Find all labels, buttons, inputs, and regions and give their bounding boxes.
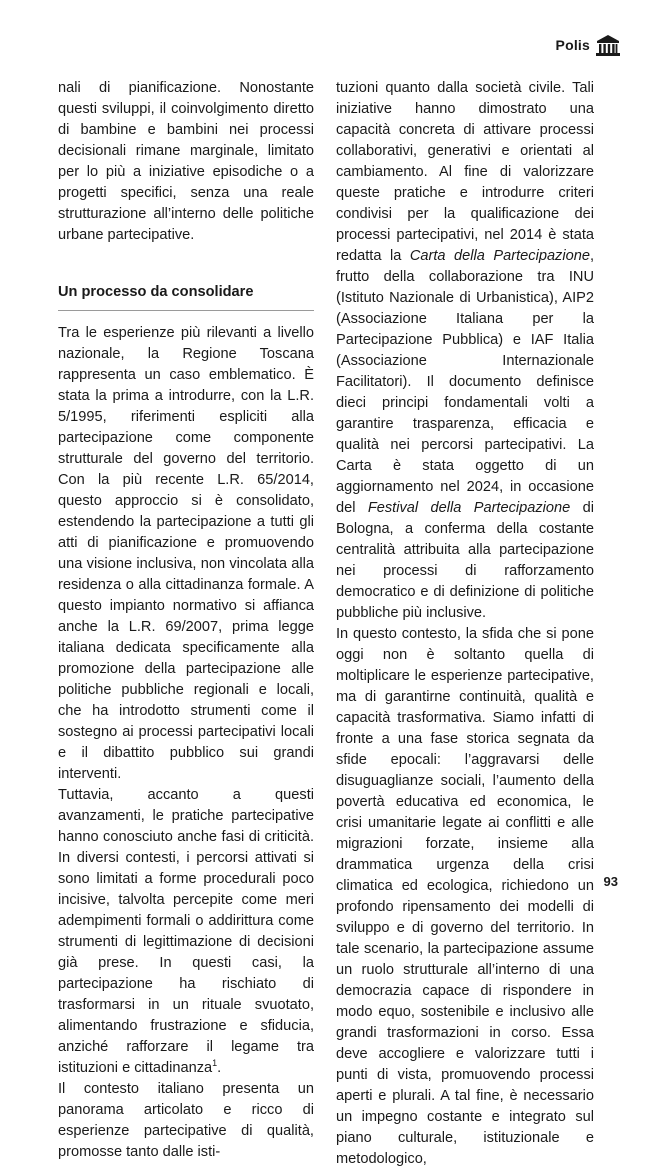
section-heading: Un processo da consolidare xyxy=(58,281,314,311)
intro-paragraph: nali di pianificazione. Nonostante questi sviluppi, il coinvolgimento diretto di bambine e bambini nei processi decisionali rimane marginale, limitato per lo più a iniziative episodiche o a progetti specifici, senza una reale strutturazione all’interno delle politiche urbane partecipative. xyxy=(58,80,314,243)
paragraph-contesto: Il contesto italiano presenta un panorama articolato e ricco di esperienze partecipative di qualità, promosse tanto dalle isti- xyxy=(58,1081,314,1160)
paragraph-toscana: Tra le esperienze più rilevanti a livello nazionale, la Regione Toscana rappresenta un caso emblematico. È stata la prima a introdurre, con la L.R. 5/1995, riferimenti espliciti alla partecipazione come componente strutturale del governo del territorio. Con la più recente L.R. 65/2014, questo approccio si è consolidato, estendendo la partecipazione a tutti gli atti di pianificazione e promuovendo una visione inclusiva, non vincolata alla residenza o alla cittadinanza formale. A questo impianto normativo si affianca anche la L.R. 69/2007, prima legge italiana dedicata specificamente alla promozione della partecipazione alle politiche pubbliche regionali e locali, che ha introdotto strumenti come il sostegno ai processi partecipativi locali e il dibattito pubblico sui grandi interventi. xyxy=(58,325,314,782)
building-icon xyxy=(596,34,620,56)
left-column xyxy=(58,78,314,1163)
footnote-reference[interactable]: 1 xyxy=(212,1058,218,1069)
page-number: 93 xyxy=(603,874,618,889)
paragraph-criticita: Tuttavia, accanto a questi avanzamenti, le pratiche partecipative hanno conosciuto anche fasi di criticità. In diversi contesti, i percorsi attivati si sono limitati a forme procedurali poco incisive, talvolta percepite come meri adempimenti formali o addirittura come strumenti di legittimazione di decisioni già prese. In questi casi, la partecipazione ha rischiato di trasformarsi in un rituale svuotato, alimentando frustrazione e sfiducia, anziché rafforzare il legame tra istituzioni e cittadinanza$^1$. xyxy=(58,787,314,1076)
running-header xyxy=(556,34,620,56)
section-label: Polis xyxy=(555,37,590,53)
paragraph-carta: tuzioni quanto dalla società civile. Tali iniziative hanno dimostrato una capacità concreta di attivare processi collaborativi, generativi e orientati al cambiamento. Al fine di valorizzare queste pratiche e introdurre criteri condivisi per la qualificazione dei processi partecipativi, nel 2014 è stata redatta la Carta della Partecipazione, frutto della collaborazione tra INU (Istituto Nazionale di Urbanistica), AIP2 (Associazione Italiana per la Partecipazione Pubblica) e IAF Italia (Associazione Internazionale Facilitatori). Il documento definisce dieci principi fondamentali volti a garantire trasparenza, efficacia e qualità nei percorsi partecipativi. La Carta è stata oggetto di un aggiornamento nel 2024, in occasione del Festival della Partecipazione di Bologna, a conferma della costante centralità attribuita alla partecipazione nei processi di rafforzamento democratico e di definizione di politiche pubbliche più inclusive. xyxy=(336,80,595,621)
paragraph-sfida: In questo contesto, la sfida che si pone oggi non è soltanto quella di moltiplicare le esperienze partecipative, ma di garantirne continuità, qualità e capacità trasformativa. Siamo infatti di fronte a una fase storica segnata da sfide epocali: l’aggravarsi delle disuguaglianze sociali, l’aumento della povertà educativa ed economica, le crisi umanitarie legate ai conflitti e alle migrazioni forzate, insieme alla drammatica urgenza della crisi climatica ed ecologica, richiedono un profondo ripensamento dei modelli di sviluppo e di governo del territorio. In tale scenario, la partecipazione assume un ruolo strutturale all’interno di una democrazia capace di rispondere in modo equo, sostenibile e inclusivo alle grandi trasformazioni in corso. Essa deve accogliere e valorizzare tutti i punti di vista, promuovendo processi aperti e plurali. A tal fine, è necessario un impegno costante e integrato sul piano culturale, istituzionale e metodologico, xyxy=(336,626,594,1167)
right-column xyxy=(336,78,594,1170)
